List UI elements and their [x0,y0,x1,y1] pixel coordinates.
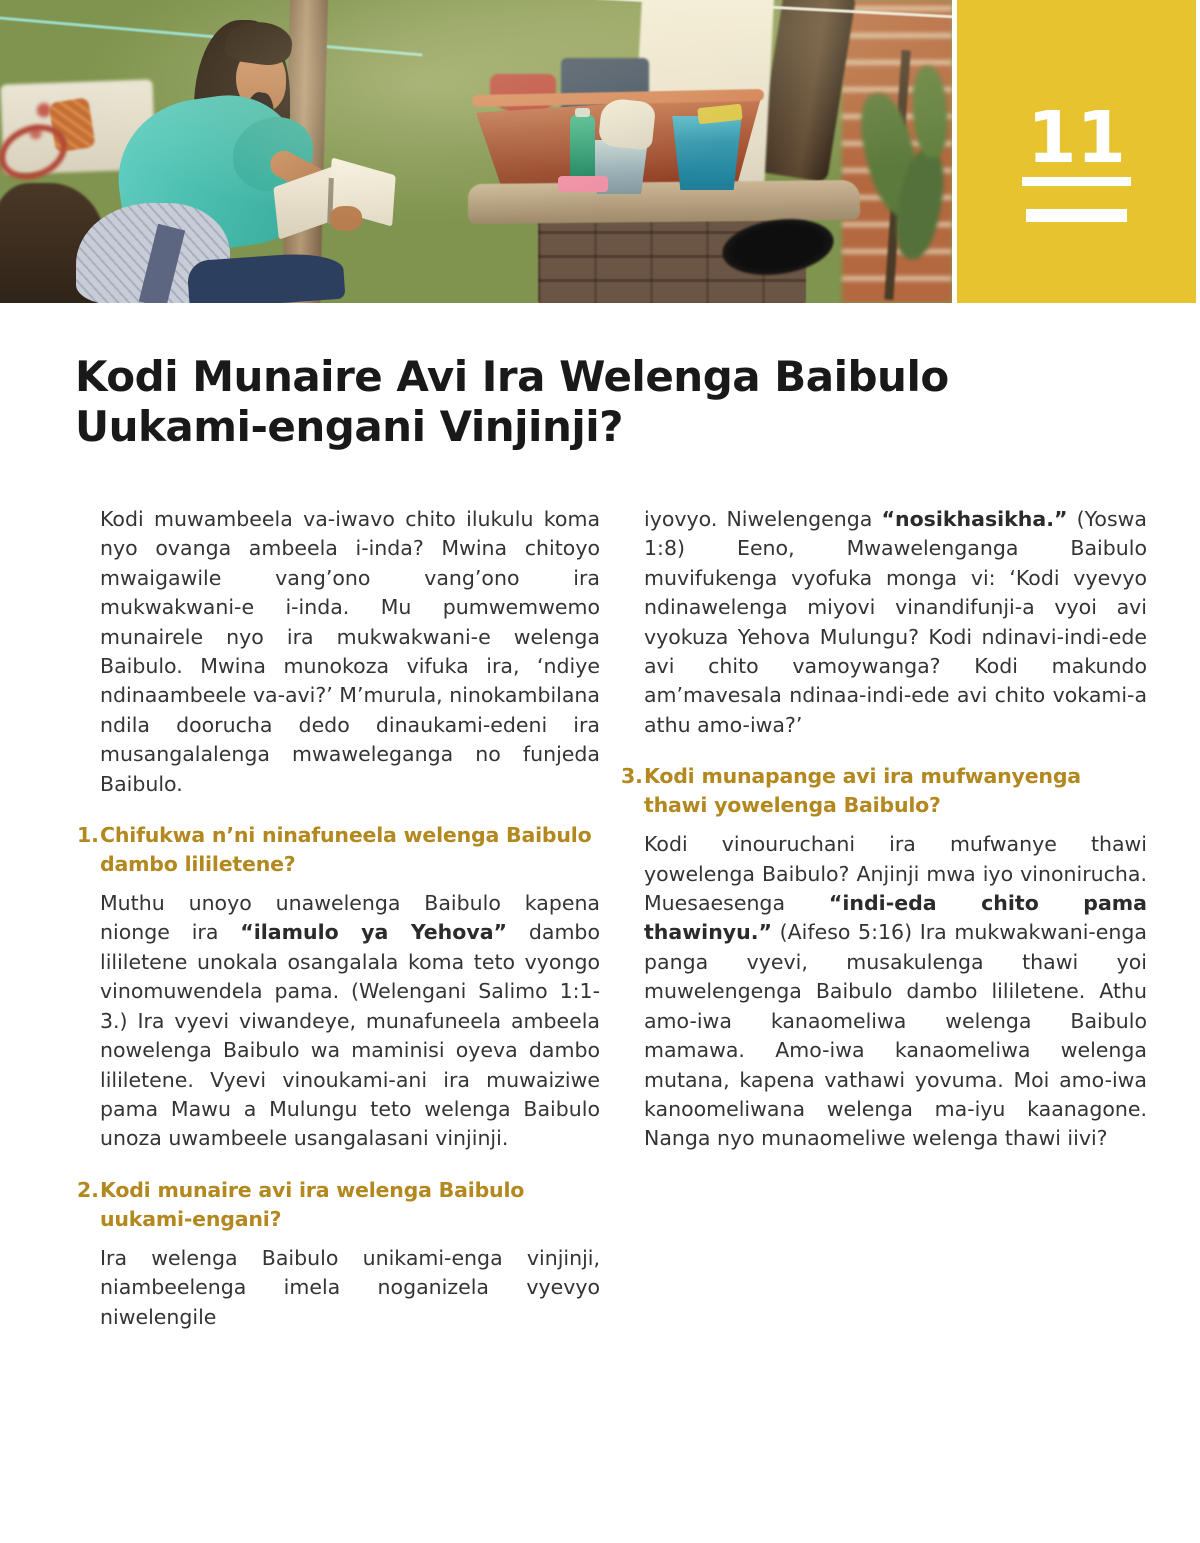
text-segment: Ira welenga Baibulo unikami-enga vinjinji, niambeelenga imela noganizela vyevyo niwelengile [100,1245,600,1329]
section-number: 2. [77,1177,99,1202]
photo-sunlight-overlay [0,0,952,303]
text-segment: iyovyo. Niwelengenga [644,507,882,531]
paragraph [100,1244,600,1332]
lesson-number-bar [1026,209,1127,222]
text-segment: Kodi vinouruchani ira mufwanye thawi yowelenga Baibulo? Anjinji mwa iyo vinonirucha. Muesaesenga [644,832,1147,916]
bold-phrase: “nosikhasikha.” [881,507,1068,531]
paragraph [100,889,600,1154]
bold-phrase: “ilamulo ya Yehova” [240,920,508,945]
section-heading [77,1176,600,1234]
column-left [77,505,600,1332]
text-segment: dambo lililetene unokala osangalala koma teto vyongo vinomuwendela pama. (Welengani Salimo 1:1-3.) Ira vyevi viwandeye, munafuneela ambeela nowelenga Baibulo wa maminisi oyeva dambo lililetene. Vyevi vinoukami-ani ira muwaiziwe pama Mawu a Mulungu teto welenga Baibulo unoza uwambeele usangalasani vinjinji. [100,920,600,1151]
text-segment: Kodi muwambeela va-iwavo chito ilukulu koma nyo ovanga ambeela i-inda? Mwina chitoyo mwaigawile vang’ono vang’ono ira mukwakwani-e i-inda. Mu pumwemwemo munairele nyo ira mukwakwani-e welenga Baibulo. Mwina munokoza vifuka ira, ‘ndiye ndinaambeele va-avi?’ M’murula, ninokambilana ndila doorucha dedo dinaukami-edeni ira musangalalenga mwaweleganga no funjeda Baibulo. [100,507,600,796]
text-segment: (Aifeso 5:16) Ira mukwakwani-enga panga vyevi, musakulenga thawi yoi muwelengenga Baibulo dambo lililetene. Athu amo-iwa kanaomeliwa welenga Baibulo mamawa. Amo-iwa kanaomeliwa welenga mutana, kapena vathawi yovuma. Moi amo-iwa kanoomeliwana welenga ma-iyu kaanagone. Nanga nyo munaomeliwe welenga thawi iivi? [644,920,1147,1151]
bold-phrase: “indi-eda chito pama thawinyu.” [644,891,1147,945]
section-number: 3. [621,764,643,789]
paragraph [644,505,1147,740]
article-title: Kodi Munaire Avi Ira Welenga Baibulo Uukami-engani Vinjinji? [75,352,949,451]
lesson-number: 11 [1022,102,1131,186]
paragraph [100,505,600,799]
text-segment: (Yoswa 1:8) Eeno, Mwawelenganga Baibulo muvifukenga vyofuka monga vi: ‘Kodi vyevyo ndinawelenga miyovi vinandifunji-a vyoi avi vyokuza Yehova Mulungu? Kodi ndinavi-indi-ede avi chito vamoywanga? Kodi makundo am’mavesala ndinaa-indi-ede avi chito vokami-a athu amo-iwa?’ [644,507,1147,737]
section-heading-text: Kodi munapange avi ira mufwanyenga thawi yowelenga Baibulo? [644,764,1081,818]
article-body [77,505,1147,1332]
article-photo [0,0,952,303]
section-heading-text: Chifukwa n’ni ninafuneela welenga Baibulo dambo lililetene? [100,823,592,877]
section-number: 1. [77,823,99,848]
section-heading [77,821,600,879]
paragraph [644,830,1147,1153]
section-heading-text: Kodi munaire avi ira welenga Baibulo uukami-engani? [100,1177,525,1231]
column-right [621,505,1147,1332]
text-segment: Muthu unoyo unawelenga Baibulo kapena nionge ira [100,891,600,945]
section-heading [621,762,1147,820]
lesson-number-badge [957,0,1196,303]
